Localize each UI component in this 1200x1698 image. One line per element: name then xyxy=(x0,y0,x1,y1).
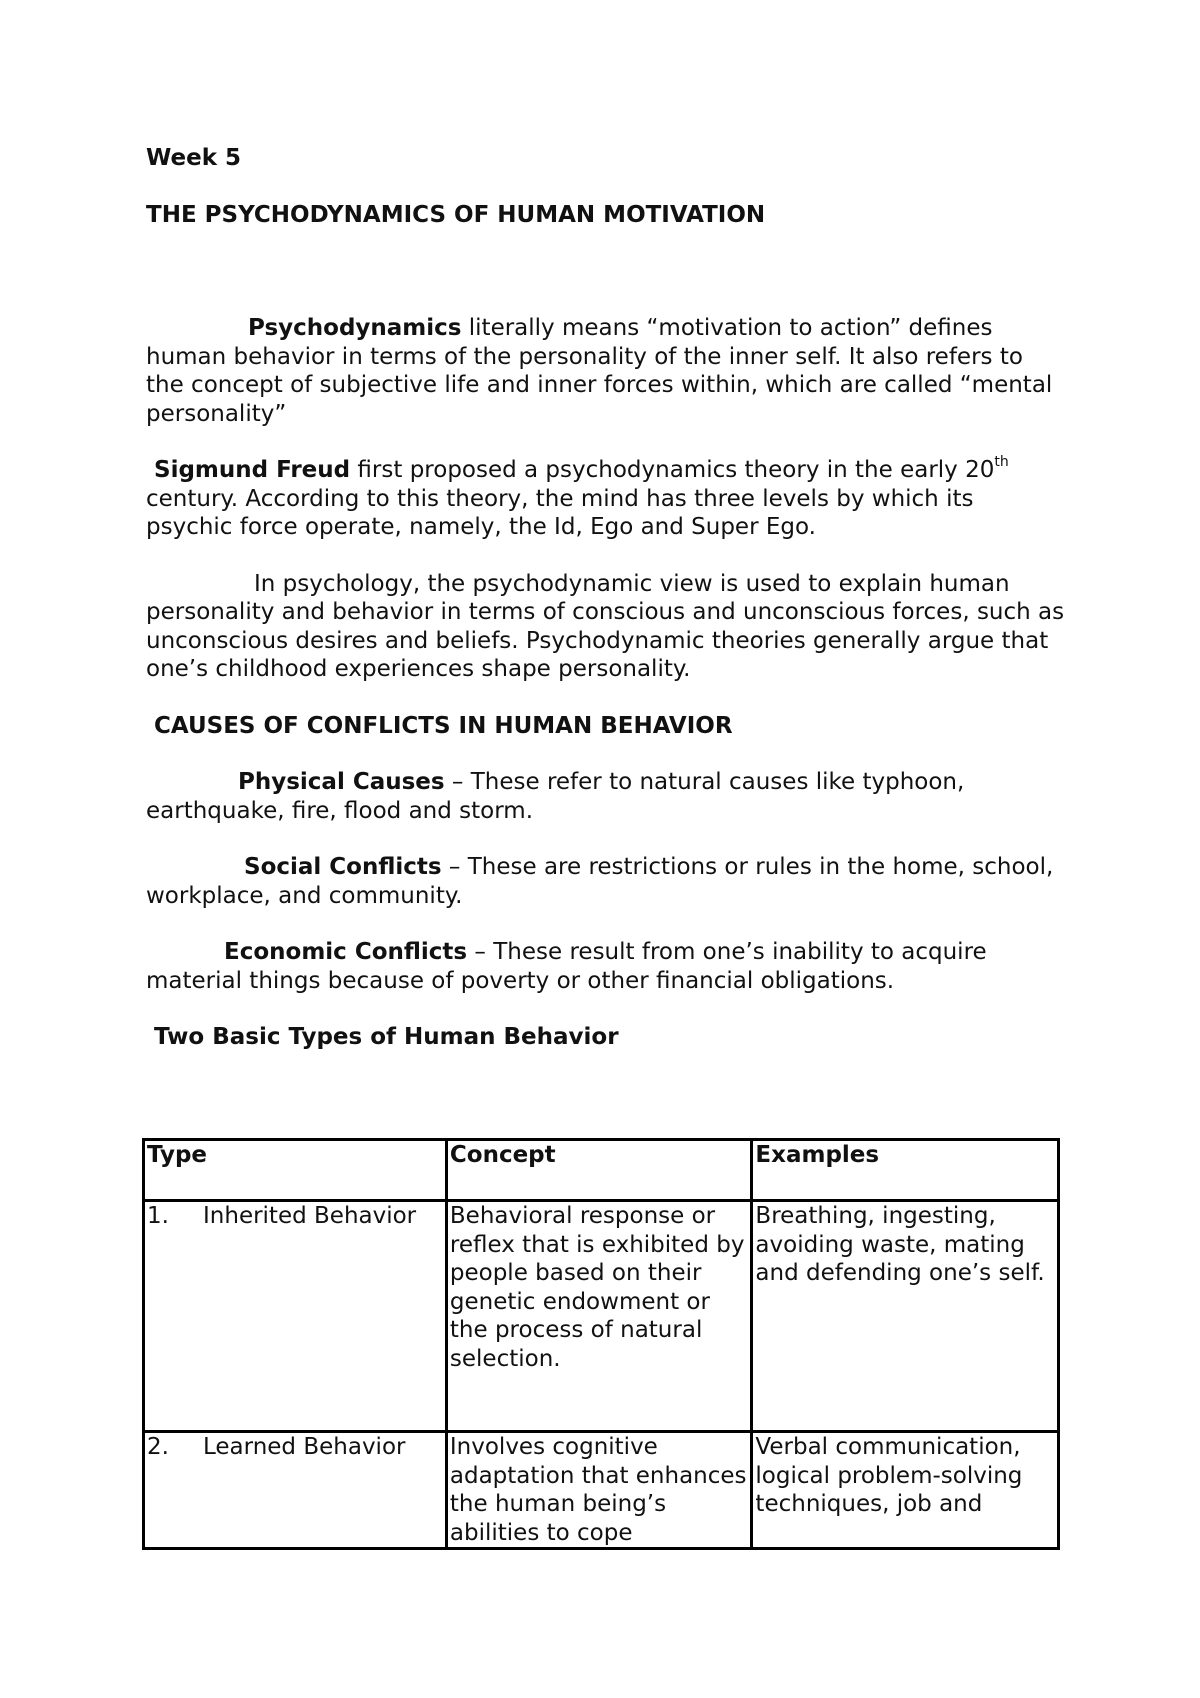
economic-conflicts-text: – These result from one’s inability to acquire material things because of poverty or other financial obligations. xyxy=(146,939,987,994)
psychodynamics-term: Psychodynamics xyxy=(248,315,462,341)
column-header-examples: Examples xyxy=(752,1140,1059,1201)
table-row xyxy=(144,1432,1059,1549)
social-conflicts-term: Social Conflicts xyxy=(244,854,442,880)
freud-text-b: century. According to this theory, the mind has three levels by which its psychic force operate, namely, the Id, Ego and Super Ego. xyxy=(146,485,974,540)
type-cell xyxy=(144,1201,447,1432)
freud-text-a: first proposed a psychodynamics theory in the early 20 xyxy=(350,457,995,483)
psychodynamics-definition: literally means “motivation to action” defines human behavior in terms of the personality of the inner self. It also refers to the concept of subjective life and inner forces within, which are called “mental personality” xyxy=(146,315,1053,427)
examples-cell: Verbal communication, logical problem-solving techniques, job and xyxy=(752,1432,1059,1549)
column-header-type: Type xyxy=(144,1140,447,1201)
concept-cell: Involves cognitive adaptation that enhances the human being’s abilities to cope xyxy=(446,1432,752,1549)
ordinal-suffix: th xyxy=(994,454,1009,471)
concept-cell: Behavioral response or reflex that is exhibited by people based on their genetic endowment or the process of natural selection. xyxy=(446,1201,752,1432)
economic-conflicts-paragraph xyxy=(146,938,1066,995)
type-cell xyxy=(144,1432,447,1549)
week-label: Week 5 xyxy=(146,145,242,171)
physical-causes-paragraph xyxy=(146,768,1066,825)
social-conflicts-text: – These are restrictions or rules in the home, school, workplace, and community. xyxy=(146,854,1054,909)
freud-term: Sigmund Freud xyxy=(154,457,351,483)
type-label: Inherited Behavior xyxy=(203,1203,417,1229)
physical-causes-term: Physical Causes xyxy=(238,769,445,795)
document-body xyxy=(146,144,1066,1052)
psychodynamics-paragraph xyxy=(146,314,1066,428)
behavior-types-table xyxy=(142,1138,1060,1550)
type-label: Learned Behavior xyxy=(203,1434,406,1460)
causes-heading: CAUSES OF CONFLICTS IN HUMAN BEHAVIOR xyxy=(154,712,733,739)
table-header-row xyxy=(144,1140,1059,1201)
column-header-concept: Concept xyxy=(446,1140,752,1201)
examples-cell: Breathing, ingesting, avoiding waste, mating and defending one’s self. xyxy=(752,1201,1059,1432)
behavior-table-heading: Two Basic Types of Human Behavior xyxy=(154,1024,619,1050)
physical-causes-text: – These refer to natural causes like typhoon, earthquake, fire, flood and storm. xyxy=(146,769,965,824)
psychology-paragraph: In psychology, the psychodynamic view is used to explain human personality and behavior in terms of conscious and unconscious forces, such as unconscious desires and beliefs. Psychodynamic theories generally argue that one’s childhood experiences shape personality. xyxy=(146,570,1065,682)
economic-conflicts-term: Economic Conflicts xyxy=(224,939,468,965)
social-conflicts-paragraph xyxy=(146,853,1066,910)
row-number: 2. xyxy=(147,1434,169,1460)
table-row xyxy=(144,1201,1059,1432)
row-number: 1. xyxy=(147,1203,169,1229)
freud-paragraph xyxy=(146,456,1066,542)
page-title: THE PSYCHODYNAMICS OF HUMAN MOTIVATION xyxy=(146,201,766,228)
